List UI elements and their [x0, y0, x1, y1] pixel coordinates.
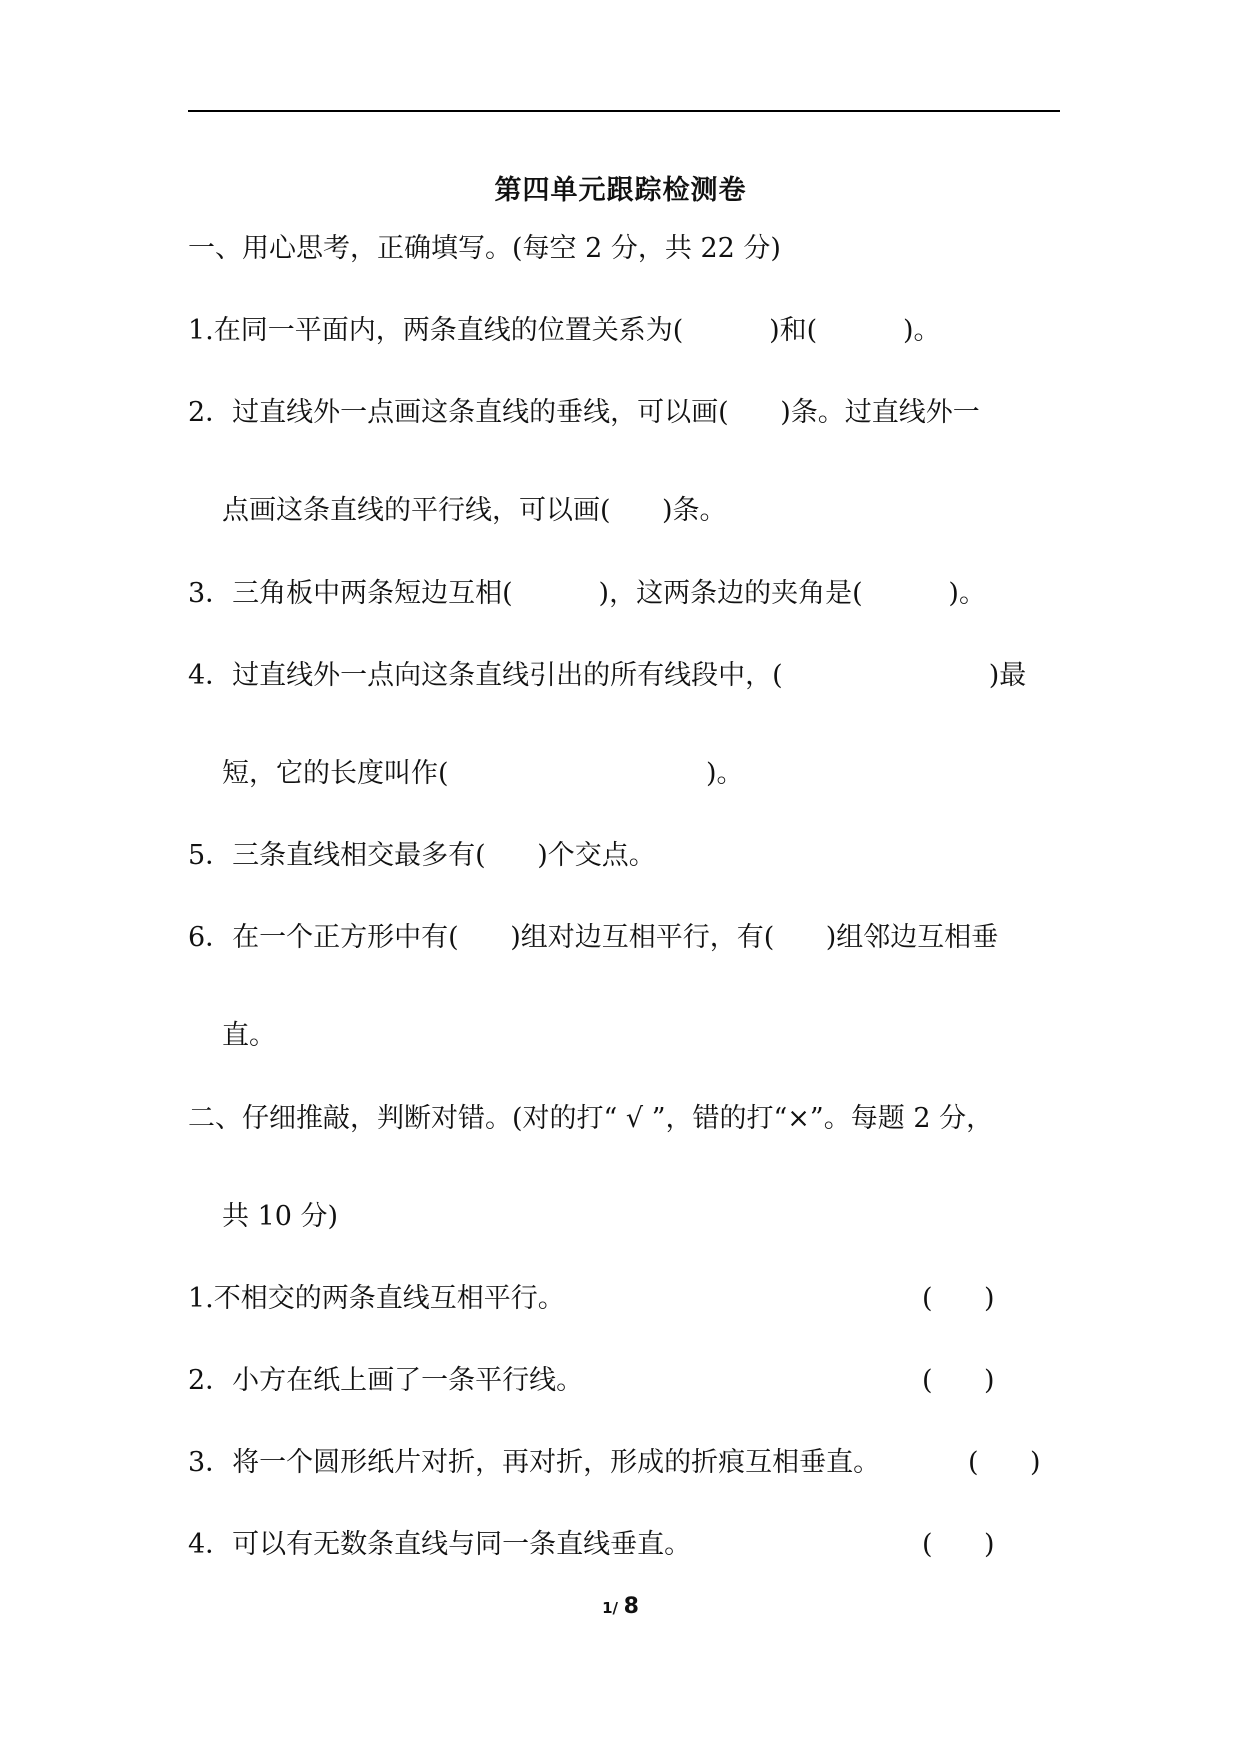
- page-total: 8: [623, 1594, 639, 1619]
- judgment-item-2-text: 2．小方在纸上画了一条平行线。: [188, 1365, 584, 1396]
- judgment-item-1-answer-box[interactable]: ( ): [922, 1283, 995, 1314]
- judgment-item-3-text: 3．将一个圆形纸片对折，再对折，形成的折痕互相垂直。: [188, 1447, 881, 1478]
- question-4-line-2: 短，它的长度叫作( )。: [222, 758, 744, 789]
- judgment-item-1-text: 1.不相交的两条直线互相平行。: [188, 1283, 565, 1314]
- judgment-item-2-answer-box[interactable]: ( ): [922, 1365, 995, 1396]
- section2-heading-line-1: 二、仔细推敲，判断对错。(对的打“ √ ”，错的打“×”。每题 2 分，: [188, 1103, 994, 1134]
- judgment-item-4-answer-box[interactable]: ( ): [922, 1529, 995, 1560]
- section1-heading: 一、用心思考，正确填写。(每空 2 分，共 22 分): [188, 233, 781, 264]
- question-6-line-1: 6．在一个正方形中有( )组对边互相平行，有( )组邻边互相垂: [188, 922, 999, 953]
- section2-heading-line-2: 共 10 分): [222, 1201, 339, 1232]
- page-separator: /: [612, 1599, 619, 1617]
- header-rule: [188, 110, 1060, 112]
- judgment-item-3-answer-box[interactable]: ( ): [968, 1447, 1041, 1478]
- question-2-line-1: 2．过直线外一点画这条直线的垂线，可以画( )条。过直线外一: [188, 397, 980, 428]
- question-2-line-2: 点画这条直线的平行线，可以画( )条。: [222, 495, 727, 526]
- question-6-line-2: 直。: [222, 1020, 276, 1051]
- question-4-line-1: 4．过直线外一点向这条直线引出的所有线段中，( )最: [188, 660, 1027, 691]
- question-3: 3．三角板中两条短边互相( )，这两条边的夹角是( )。: [188, 578, 986, 609]
- question-1: 1.在同一平面内，两条直线的位置关系为( )和( )。: [188, 315, 941, 346]
- page-current: 1: [602, 1599, 613, 1617]
- page-number: [0, 1594, 1241, 1619]
- page-title: 第四单元跟踪检测卷: [494, 175, 747, 206]
- judgment-item-4-text: 4．可以有无数条直线与同一条直线垂直。: [188, 1529, 692, 1560]
- question-5: 5．三条直线相交最多有( )个交点。: [188, 840, 656, 871]
